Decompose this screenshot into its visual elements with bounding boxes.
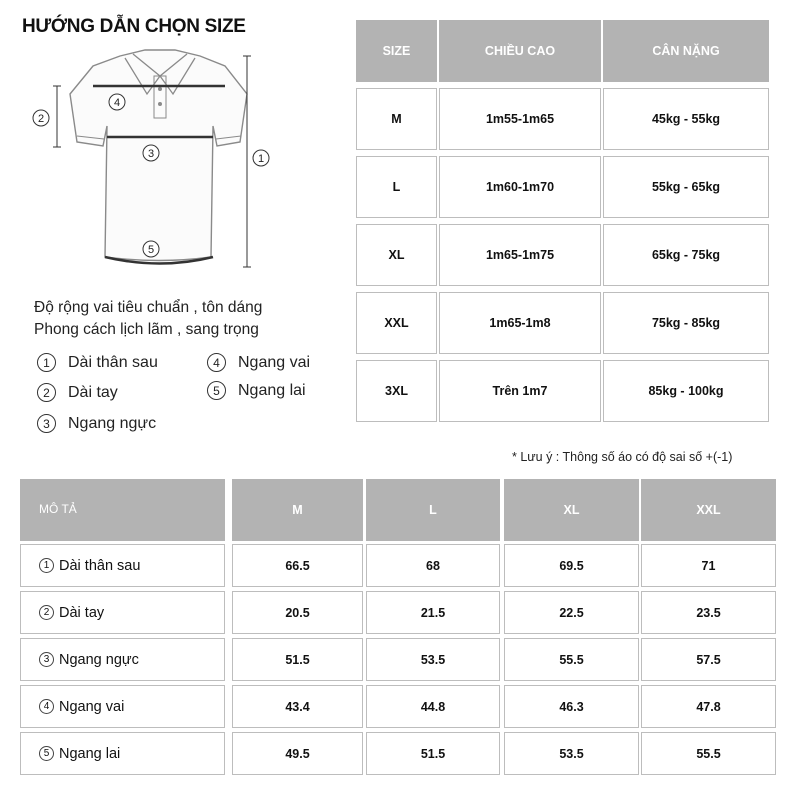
number-circle-icon: 2	[39, 605, 54, 620]
legend-label: Dài thân sau	[68, 353, 158, 371]
marker-2	[33, 110, 49, 126]
row-label: 4 Ngang vai	[20, 685, 225, 728]
marker-3	[143, 145, 159, 161]
weight-cell: 65kg - 75kg	[603, 224, 769, 286]
size-cell: 3XL	[356, 360, 437, 422]
row-label: 3 Ngang ngực	[20, 638, 225, 681]
value-cell: 57.5	[641, 638, 776, 681]
number-circle-icon: 1	[39, 558, 54, 573]
number-circle-icon: 5	[207, 381, 226, 400]
number-circle-icon: 4	[207, 353, 226, 372]
value-cell: 51.5	[366, 732, 500, 775]
svg-text:4: 4	[113, 97, 121, 109]
number-circle-icon: 3	[39, 652, 54, 667]
value-cell: 53.5	[504, 732, 639, 775]
size-m-header: M	[232, 479, 363, 541]
value-cell: 49.5	[232, 732, 363, 775]
size-header: SIZE	[356, 20, 437, 82]
polo-shirt-diagram	[25, 42, 285, 282]
svg-text:1: 1	[257, 153, 265, 165]
value-cell: 46.3	[504, 685, 639, 728]
value-cell: 44.8	[366, 685, 500, 728]
value-cell: 53.5	[366, 638, 500, 681]
size-xxl-header: XXL	[641, 479, 776, 541]
weight-header: CÂN NẶNG	[603, 20, 769, 82]
tolerance-note: * Lưu ý : Thông số áo có độ sai số +(-1)	[512, 450, 733, 464]
value-cell: 71	[641, 544, 776, 587]
value-cell: 51.5	[232, 638, 363, 681]
legend-item	[207, 353, 310, 372]
height-cell: Trên 1m7	[439, 360, 601, 422]
size-l-header: L	[366, 479, 500, 541]
svg-text:3: 3	[147, 148, 155, 160]
page-title: HƯỚNG DẪN CHỌN SIZE	[22, 16, 246, 37]
marker-4	[109, 94, 125, 110]
value-cell: 55.5	[504, 638, 639, 681]
row-label: 1 Dài thân sau	[20, 544, 225, 587]
value-cell: 21.5	[366, 591, 500, 634]
height-cell: 1m65-1m8	[439, 292, 601, 354]
number-circle-icon: 2	[37, 383, 56, 402]
number-circle-icon: 4	[39, 699, 54, 714]
value-cell: 47.8	[641, 685, 776, 728]
size-xl-header: XL	[504, 479, 639, 541]
legend-label: Ngang vai	[238, 353, 311, 371]
legend-item	[37, 383, 118, 402]
value-cell: 22.5	[504, 591, 639, 634]
description-header: MÔ TẢ	[20, 479, 225, 541]
description-line-2: Phong cách lịch lãm , sang trọng	[34, 321, 259, 338]
marker-1	[253, 150, 269, 166]
svg-text:5: 5	[147, 244, 155, 256]
weight-cell: 55kg - 65kg	[603, 156, 769, 218]
legend-label: Ngang lai	[238, 381, 306, 399]
legend-item	[37, 353, 158, 372]
weight-cell: 85kg - 100kg	[603, 360, 769, 422]
weight-cell: 75kg - 85kg	[603, 292, 769, 354]
value-cell: 69.5	[504, 544, 639, 587]
value-cell: 55.5	[641, 732, 776, 775]
description-line-1: Độ rộng vai tiêu chuẩn , tôn dáng	[34, 299, 263, 316]
height-cell: 1m60-1m70	[439, 156, 601, 218]
height-cell: 1m65-1m75	[439, 224, 601, 286]
value-cell: 66.5	[232, 544, 363, 587]
size-cell: XXL	[356, 292, 437, 354]
number-circle-icon: 5	[39, 746, 54, 761]
weight-cell: 45kg - 55kg	[603, 88, 769, 150]
height-cell: 1m55-1m65	[439, 88, 601, 150]
size-cell: M	[356, 88, 437, 150]
number-circle-icon: 1	[37, 353, 56, 372]
value-cell: 43.4	[232, 685, 363, 728]
row-label: 2 Dài tay	[20, 591, 225, 634]
legend-label: Ngang ngực	[68, 414, 157, 432]
size-cell: XL	[356, 224, 437, 286]
legend-item	[37, 414, 156, 433]
marker-5	[143, 241, 159, 257]
svg-text:2: 2	[37, 113, 45, 125]
value-cell: 20.5	[232, 591, 363, 634]
legend-item	[207, 381, 306, 400]
number-circle-icon: 3	[37, 414, 56, 433]
value-cell: 68	[366, 544, 500, 587]
height-header: CHIỀU CAO	[439, 20, 601, 82]
legend-label: Dài tay	[68, 383, 118, 401]
value-cell: 23.5	[641, 591, 776, 634]
size-cell: L	[356, 156, 437, 218]
row-label: 5 Ngang lai	[20, 732, 225, 775]
